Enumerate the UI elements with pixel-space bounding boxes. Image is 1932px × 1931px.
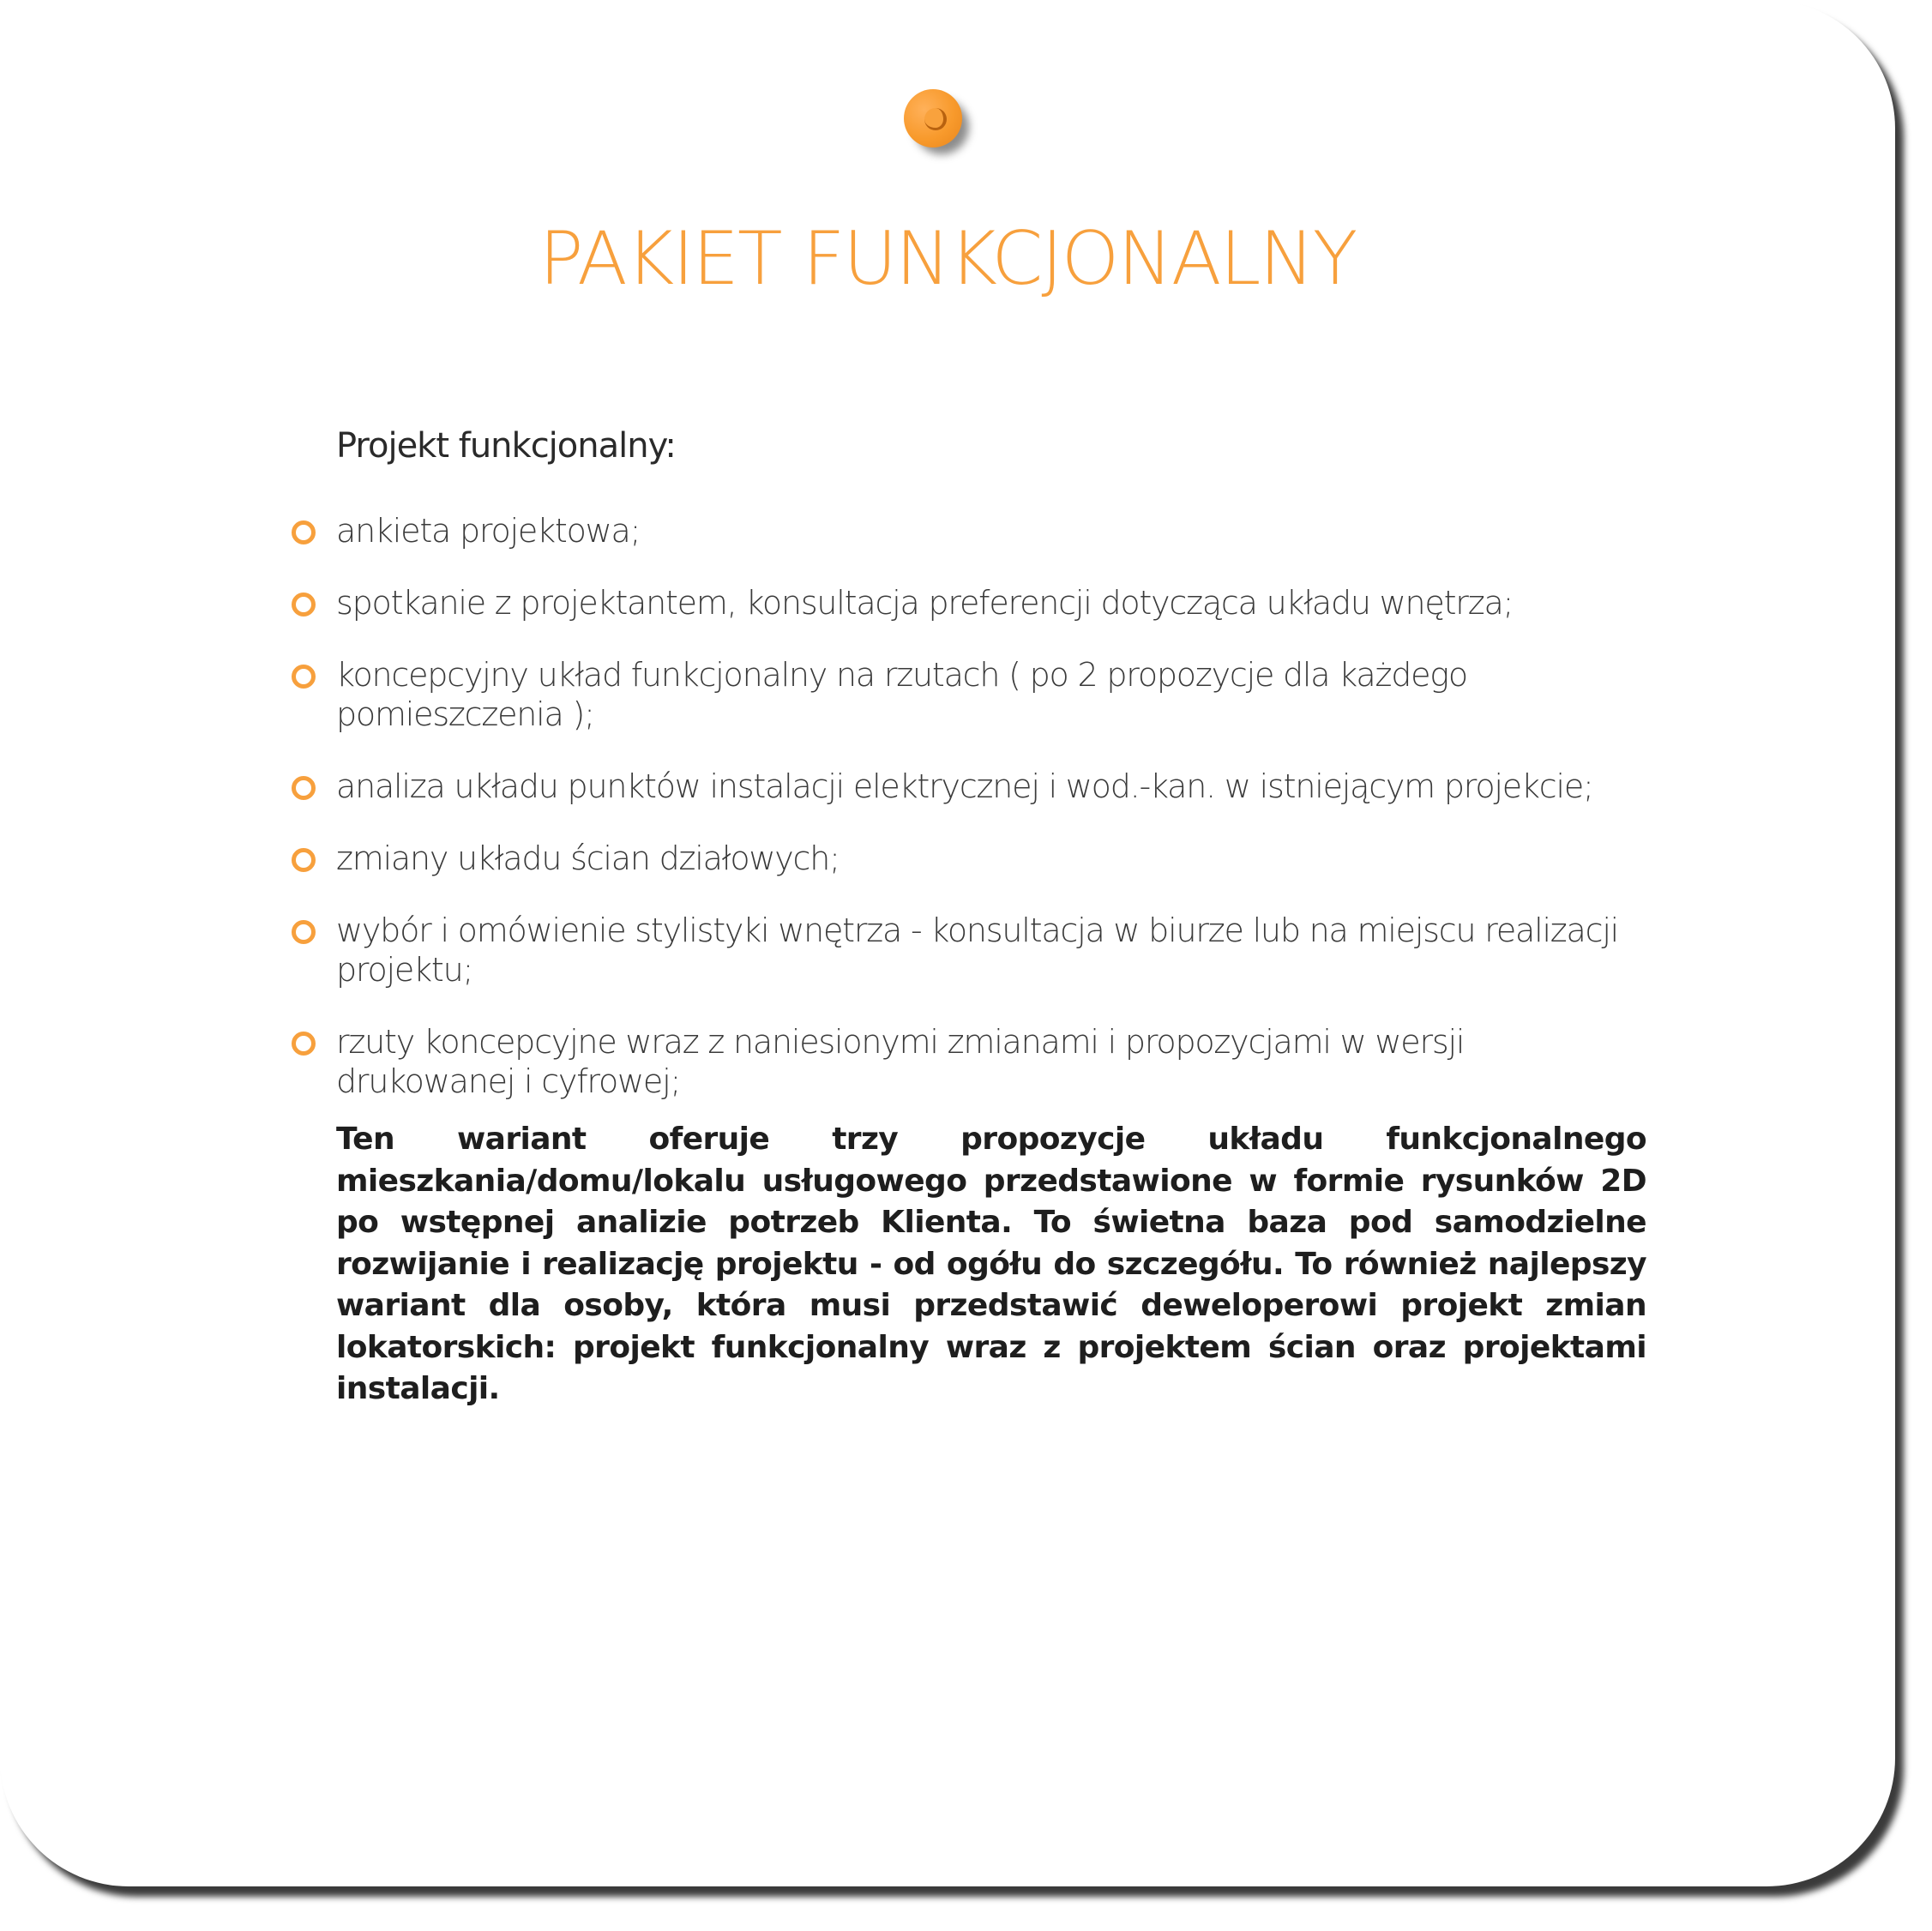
- circle-bullet-icon: [292, 520, 316, 544]
- list-item: [292, 511, 1646, 550]
- circle-bullet-icon: [292, 593, 316, 617]
- section-subtitle: Projekt funkcjonalny:: [336, 426, 676, 466]
- circle-bullet-icon: [292, 665, 316, 689]
- circle-bullet-icon: [292, 776, 316, 800]
- list-item: [292, 583, 1646, 623]
- list-item-text: zmiany układu ścian działowych;: [336, 839, 840, 877]
- list-item-text: koncepcyjny układ funkcjonalny na rzutach ( po 2 propozycje dla każdego pomieszczenia );: [336, 656, 1467, 733]
- list-item: [292, 1022, 1646, 1101]
- circle-bullet-icon: [292, 920, 316, 944]
- list-item: [292, 655, 1646, 734]
- list-item: [292, 767, 1646, 806]
- list-item-text: analiza układu punktów instalacji elektrycznej i wod.-kan. w istniejącym projekcie;: [336, 767, 1593, 805]
- pushpin-highlight: [924, 108, 947, 130]
- list-item-text: spotkanie z projektantem, konsultacja preferencji dotycząca układu wnętrza;: [336, 584, 1514, 622]
- list-item-text: rzuty koncepcyjne wraz z naniesionymi zmianami i propozycjami w wersji drukowanej i cyfrowej;: [336, 1023, 1465, 1100]
- page-title: PAKIET FUNKCJONALNY: [539, 216, 1357, 302]
- list-item-text: wybór i omówienie stylistyki wnętrza - konsultacja w biurze lub na miejscu realizacji projektu;: [336, 911, 1619, 989]
- pushpin-icon: [904, 89, 962, 147]
- list-item: [292, 911, 1646, 990]
- description-paragraph: Ten wariant oferuje trzy propozycje układu funkcjonalnego mieszkania/domu/lokalu usługowego przedstawione w formie rysunków 2D po wstępnej analizie potrzeb Klienta. To świetna baza pod samodzielne rozwijanie i realizację projektu - od ogółu do szczegółu. To również najlepszy wariant dla osoby, która musi przedstawić deweloperowi projekt zmian lokatorskich: projekt funkcjonalny wraz z projektem ścian oraz projektami instalacji.: [336, 1122, 1646, 1406]
- circle-bullet-icon: [292, 1032, 316, 1056]
- feature-list: [292, 511, 1646, 1101]
- list-item-text: ankieta projektowa;: [336, 512, 641, 550]
- circle-bullet-icon: [292, 848, 316, 872]
- list-item: [292, 839, 1646, 878]
